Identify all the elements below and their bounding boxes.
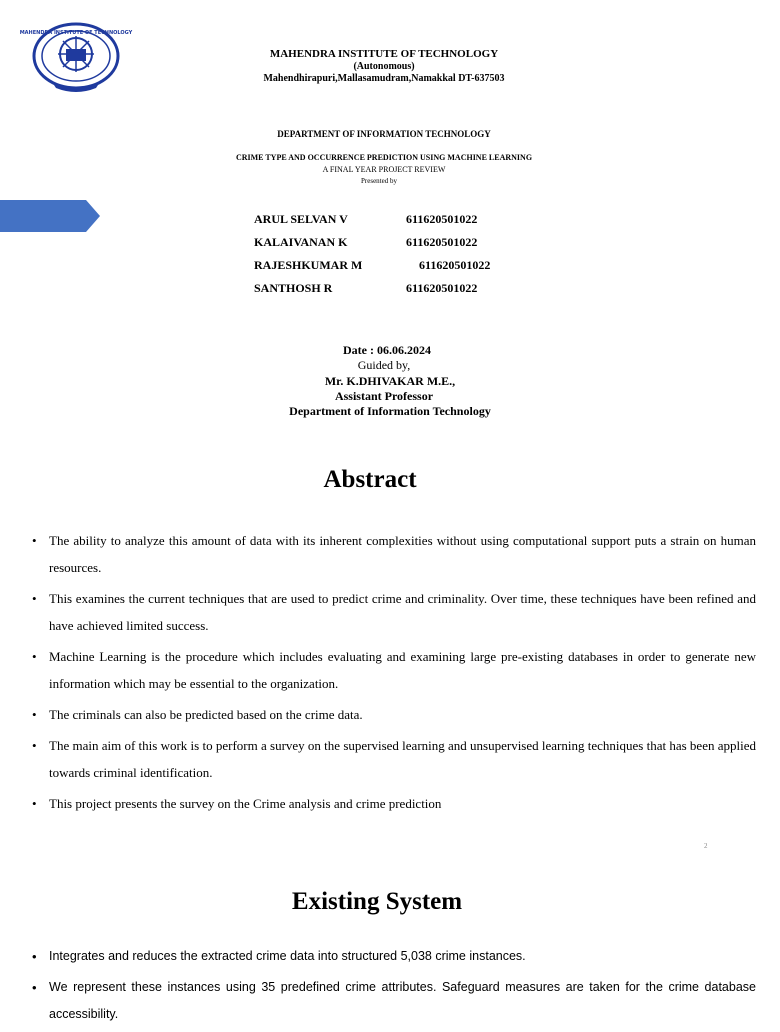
bullet-icon: • <box>32 591 37 606</box>
abstract-title: Abstract <box>323 466 417 493</box>
student-id: 611620501022 <box>406 281 478 295</box>
student-name: ARUL SELVAN V <box>254 212 348 226</box>
institute-status: (Autonomous) <box>353 61 415 72</box>
bullet-icon: • <box>32 707 37 722</box>
list-item: • We represent these instances using 35 predefined crime attributes. Safeguard measures are taken for the crime database accessibility. <box>30 974 756 1028</box>
guide-designation: Assistant Professor <box>334 389 434 403</box>
student-id: 611620501022 <box>406 212 478 226</box>
list-item: • Integrates and reduces the extracted crime data into structured 5,038 crime instances. <box>30 943 756 970</box>
guide-name: Mr. K.DHIVAKAR M.E., <box>324 374 456 388</box>
student-id: 611620501022 <box>406 235 478 249</box>
review-label: A FINAL YEAR PROJECT REVIEW <box>322 165 446 174</box>
student-name: RAJESHKUMAR M <box>254 258 363 272</box>
institute-address: Mahendhirapuri,Mallasamudram,Namakkal DT-637503 <box>263 73 505 84</box>
student-id: 611620501022 <box>419 258 491 272</box>
department-name: DEPARTMENT OF INFORMATION TECHNOLOGY <box>277 129 491 139</box>
student-name: SANTHOSH R <box>254 281 333 295</box>
existing-system-title: Existing System <box>291 888 463 915</box>
abstract-list <box>30 527 756 821</box>
student-name: KALAIVANAN K <box>254 235 348 249</box>
project-title: CRIME TYPE AND OCCURRENCE PREDICTION USING MACHINE LEARNING <box>235 153 533 162</box>
guide-department: Department of Information Technology <box>289 404 491 418</box>
list-item: • The ability to analyze this amount of data with its inherent complexities without using computational support puts a strain on human resources. <box>30 527 756 581</box>
arrow-shape <box>0 200 100 232</box>
review-date: Date : 06.06.2024 <box>343 343 431 357</box>
bullet-icon: • <box>32 796 37 811</box>
guided-by-label: Guided by, <box>357 358 411 372</box>
logo-text: MAHENDRA INSTITUTE OF TECHNOLOGY <box>19 30 133 36</box>
list-item: • The main aim of this work is to perform a survey on the supervised learning and unsupervised learning techniques that has been applied towards criminal identification. <box>30 732 756 786</box>
bullet-icon: • <box>32 738 37 753</box>
list-item: • The criminals can also be predicted based on the crime data. <box>30 701 756 728</box>
existing-system-list <box>30 943 756 1032</box>
presented-by-label: Presented by <box>361 177 397 185</box>
bullet-icon: • <box>32 949 37 964</box>
list-item: • This examines the current techniques that are used to predict crime and criminality. Over time, these techniques have been refined and have achieved limited success. <box>30 585 756 639</box>
bullet-icon: • <box>32 533 37 548</box>
list-item: • Machine Learning is the procedure which includes evaluating and examining large pre-existing databases in order to generate new information which may be essential to the organization. <box>30 643 756 697</box>
institute-name: MAHENDRA INSTITUTE OF TECHNOLOGY <box>269 48 499 60</box>
bullet-icon: • <box>32 980 37 995</box>
bullet-icon: • <box>32 649 37 664</box>
page-number: 2 <box>704 842 708 850</box>
list-item: • This project presents the survey on the Crime analysis and crime prediction <box>30 790 756 817</box>
